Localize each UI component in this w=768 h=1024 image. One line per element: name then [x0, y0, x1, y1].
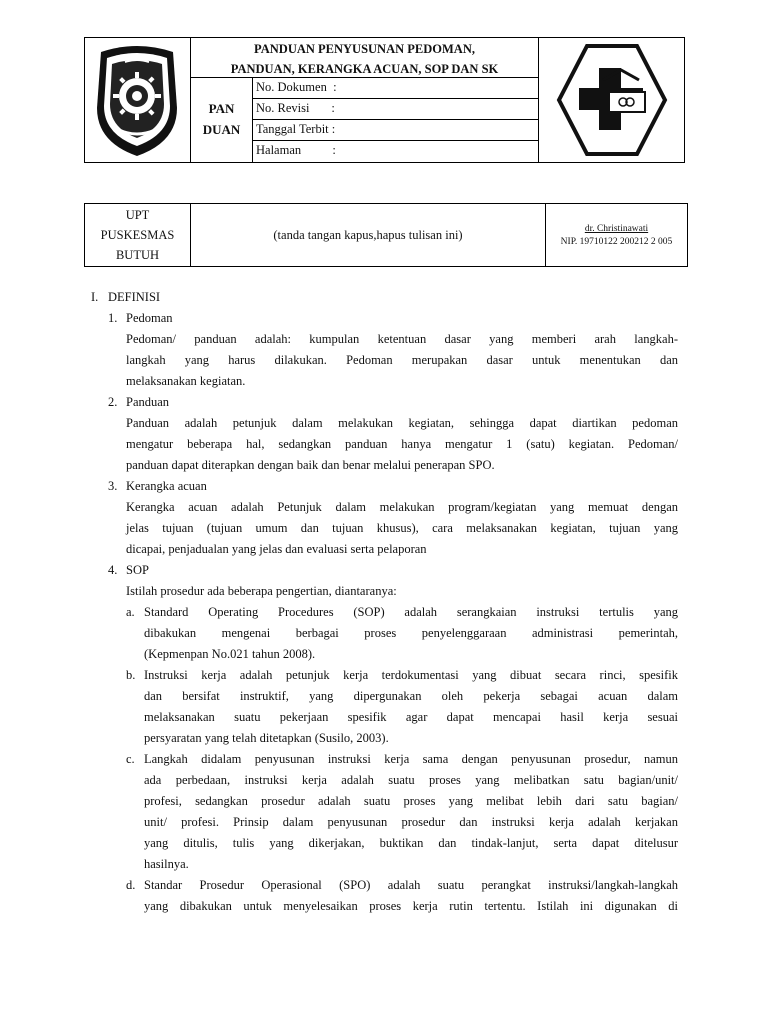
meta-revision: No. Revisi :	[253, 99, 538, 120]
list-item	[84, 560, 678, 581]
sub-item	[84, 665, 678, 749]
type-line-1: PAN	[208, 101, 235, 116]
paragraph-line: melaksanakan suatu pekerjaan spesifik agar dapat mencapai hasil kerja sesuai	[144, 710, 678, 724]
title-line-2: PANDUAN, KERANGKA ACUAN, SOP DAN SK	[230, 62, 499, 76]
paragraph-line: Standard Operating Procedures (SOP) adalah serangkaian instruksi tertulis yang	[144, 605, 678, 619]
paragraph-line: langkah yang harus dilakukan. Pedoman merupakan dasar untuk menentukan dan	[126, 353, 678, 367]
logo-cell	[85, 38, 191, 162]
signature-placeholder: (tanda tangan kapus,hapus tulisan ini)	[191, 204, 546, 266]
meta-issue-date: Tanggal Terbit :	[253, 120, 538, 141]
regional-emblem-logo	[85, 38, 189, 160]
item-intro: Istilah prosedur ada beberapa pengertian, diantaranya:	[126, 584, 397, 598]
paragraph-line: profesi, sedangkan prosedur adalah suatu proses yang melibat lebih dari satu bagian/	[144, 794, 678, 808]
paragraph-line: yang dibakukan untuk menyelesaikan proses kerja rutin tertentu. Istilah ini digunakan di	[144, 899, 678, 913]
paragraph-line: Panduan adalah petunjuk dalam melakukan kegiatan, sehingga dapat diartikan pedoman	[126, 416, 678, 430]
paragraph-line: panduan dapat diterapkan dengan baik dan benar melalui penerapan SPO.	[126, 458, 495, 472]
paragraph-line: dicapai, penjadualan yang jelas dan evaluasi serta pelaporan	[126, 542, 427, 556]
meta-page: Halaman :	[256, 143, 336, 157]
item-number: 3.	[108, 479, 118, 493]
section-number: I.	[91, 290, 99, 304]
document-title	[191, 38, 538, 78]
sub-item-letter: c.	[126, 752, 135, 766]
organization-cell	[85, 204, 191, 266]
document-body	[84, 287, 678, 917]
document-meta	[253, 78, 538, 162]
paragraph-line: Instruksi kerja adalah petunjuk kerja terdokumentasi yang dibuat secara rinci, spesifik	[144, 668, 678, 682]
sub-item-letter: b.	[126, 668, 136, 682]
org-line-3: BUTUH	[115, 248, 160, 262]
item-title: Pedoman	[126, 311, 173, 325]
sub-item	[84, 749, 678, 875]
sub-item-letter: a.	[126, 605, 135, 619]
paragraph-line: Standar Prosedur Operasional (SPO) adalah suatu perangkat instruksi/langkah-langkah	[144, 878, 678, 892]
paragraph-line: unit/ profesi. Prinsip dalam penyusunan prosedur dan instruksi kerja adalah kerjakan	[144, 815, 678, 829]
item-paragraph	[84, 413, 678, 476]
document-type	[191, 78, 253, 162]
paragraph-line: mengatur beberapa hal, sedangkan panduan hanya mengatur 1 (satu) kegiatan. Pedoman/	[126, 437, 678, 451]
paragraph-line: (Kepmenpan No.021 tahun 2008).	[144, 647, 316, 661]
sub-item-letter: d.	[126, 878, 136, 892]
paragraph-line: hasilnya.	[144, 857, 189, 871]
item-title: SOP	[126, 563, 149, 577]
item-number: 1.	[108, 311, 118, 325]
signatory-nip: NIP. 19710122 200212 2 005	[560, 237, 673, 247]
signatory-name: dr. Christinawati	[584, 224, 649, 234]
paragraph-line: dan bersifat instruktif, yang dipergunakan oleh pekerja sebagai acuan dalam	[144, 689, 678, 703]
list-item	[84, 392, 678, 413]
item-title: Panduan	[126, 395, 170, 409]
meta-document-number: No. Dokumen :	[253, 78, 538, 99]
puskesmas-logo-cell	[538, 38, 684, 162]
paragraph-line: Pedoman/ panduan adalah: kumpulan ketentuan dasar yang memberi arah langkah-	[126, 332, 678, 346]
paragraph-line: ada perbedaan, instruksi kerja adalah suatu proses yang melibatkan satu bagian/unit/	[144, 773, 678, 787]
signature-table	[84, 203, 688, 267]
org-line-1: UPT	[125, 208, 150, 222]
org-line-2: PUSKESMAS	[100, 228, 175, 242]
sub-item	[84, 875, 678, 917]
list-item	[84, 308, 678, 329]
section-heading	[84, 287, 678, 308]
list-item	[84, 476, 678, 497]
type-line-2: DUAN	[202, 122, 241, 137]
section-title: DEFINISI	[108, 290, 161, 304]
paragraph-line: Kerangka acuan adalah Petunjuk dalam melakukan program/kegiatan yang memuat dengan	[126, 500, 678, 514]
paragraph-line: dibakukan mengenai berbagai proses penyelenggaraan administrasi pemerintah,	[144, 626, 678, 640]
document-header-table	[84, 37, 685, 163]
item-number: 4.	[108, 563, 118, 577]
item-paragraph	[84, 497, 678, 560]
paragraph-line: yang ditulis, tulis yang dikerjakan, buktikan dan tindak-lanjut, serta dapat ditelusur	[144, 836, 678, 850]
sub-item	[84, 602, 678, 665]
title-line-1: PANDUAN PENYUSUNAN PEDOMAN,	[254, 42, 475, 56]
paragraph-line: melaksanakan kegiatan.	[126, 374, 246, 388]
puskesmas-logo	[539, 38, 684, 162]
item-number: 2.	[108, 395, 118, 409]
paragraph-line: Langkah didalam penyusunan instruksi kerja sama dengan penyusunan prosedur, namun	[144, 752, 678, 766]
item-paragraph	[84, 329, 678, 392]
paragraph-line: jelas tujuan (tujuan umum dan tujuan khusus), cara melaksanakan kegiatan, tujuan yang	[126, 521, 678, 535]
item-title: Kerangka acuan	[126, 479, 207, 493]
paragraph-line: persyaratan yang telah ditetapkan (Susilo, 2003).	[144, 731, 389, 745]
signatory-cell	[546, 204, 687, 266]
